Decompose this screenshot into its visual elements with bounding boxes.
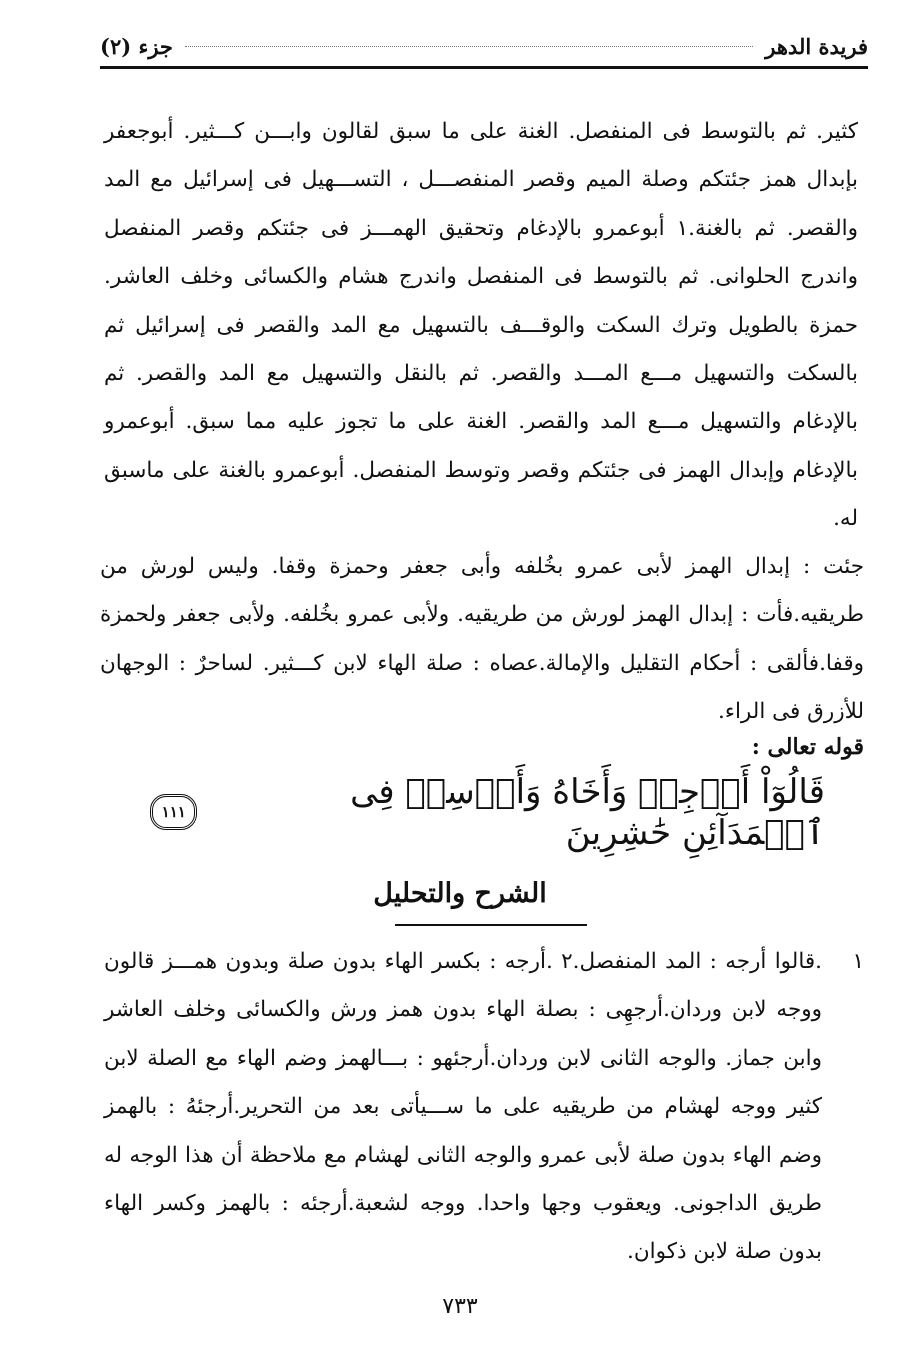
book-title: فريدة الدهر (765, 33, 868, 59)
verse-heading: قوله تعالى : (751, 734, 864, 760)
explanation-text: .قالوا أرجه : المد المنفصل.٢ .أرجه : بكسر الهاء بدون صلة وبدون همـــز قالون ووجه لابن وردان.أرجهِى : بصلة الهاء بدون همز ورش والكسائى وخلف العاشر وابن جماز. والوجه الثانى لابن وردان.أرجئهو : بـــالهمز وضم الهاء مع الصلة لابن كثير ووجه لهشام من طريقيه على ما ســـيأتى بعد من التحرير.أرجئهُ : بالهمز وضم الهاء بدون صلة لأبى عمرو والوجه الثانى لهشام مع ملاحظة أن هذا الوجه له طريق الداجونى. ويعقوب وجها واحدا. ووجه لشعبة.أرجئه : بالهمز وكسر الهاء بدون صلة لابن ذكوان. (104, 949, 822, 1265)
running-header (100, 28, 868, 64)
section-title-underline (395, 924, 587, 926)
quran-verse (150, 771, 825, 853)
verse-number-marker: ١١١ (150, 794, 197, 830)
page-number: ٧٣٣ (442, 1294, 478, 1319)
paragraph-word-notes: جئت : إبدال الهمز لأبى عمرو بخُلفه وأبى جعفر وحمزة وقفا. وليس لورش من طريقيه.فأت : إبدال الهمز لورش من طريقيه. ولأبى عمرو بخُلفه. ولأبى جعفر ولحمزة وقفا.فألقى : أحكام التقليل والإمالة.عصاه : صلة الهاء لابن كـــثير. لساحرٌ : الوجهان للأزرق فى الراء. (100, 554, 864, 725)
verse-text: قَالُوٓاْ أَرۡجِهۡ وَأَخَاهُ وَأَرۡسِلۡ فِى ٱلۡمَدَآئِنِ حَٰشِرِينَ (350, 771, 825, 853)
part-label: جزء (٢) (100, 33, 173, 59)
header-rule (100, 66, 868, 69)
section-title: الشرح والتحليل (373, 878, 547, 909)
header-dotted-leader (185, 45, 753, 47)
paragraph-readings: كثير. ثم بالتوسط فى المنفصل. الغنة على ما سبق لقالون وابـــن كـــثير. أبوجعفر بإبدال همز جئتكم وصلة الميم وقصر المنفصـــل ، التســـهيل فى إسرائيل مع المد والقصر. ثم بالغنة.١ أبوعمرو بالإدغام وتحقيق الهمـــز فى جئتكم وقصر المنفصل واندرج الحلوانى. ثم بالتوسط فى المنفصل واندرج هشام والكسائى وخلف العاشر. حمزة بالطويل وترك السكت والوقـــف بالتسهيل مع المد والقصر فى إسرائيل ثم بالسكت والتسهيل مـــع المـــد والقصر. ثم بالنقل والتسهيل مع المد والقصر. ثم بالإدغام والتسهيل مـــع المد والقصر. الغنة على ما تجوز عليه مما سبق. أبوعمرو بالإدغام وإبدال الهمز فى جئتكم وقصر وتوسط المنفصل. أبوعمرو بالغنة على ماسبق له. (104, 119, 858, 532)
explanation-block (104, 938, 864, 1277)
explanation-number: ١ (852, 949, 864, 974)
